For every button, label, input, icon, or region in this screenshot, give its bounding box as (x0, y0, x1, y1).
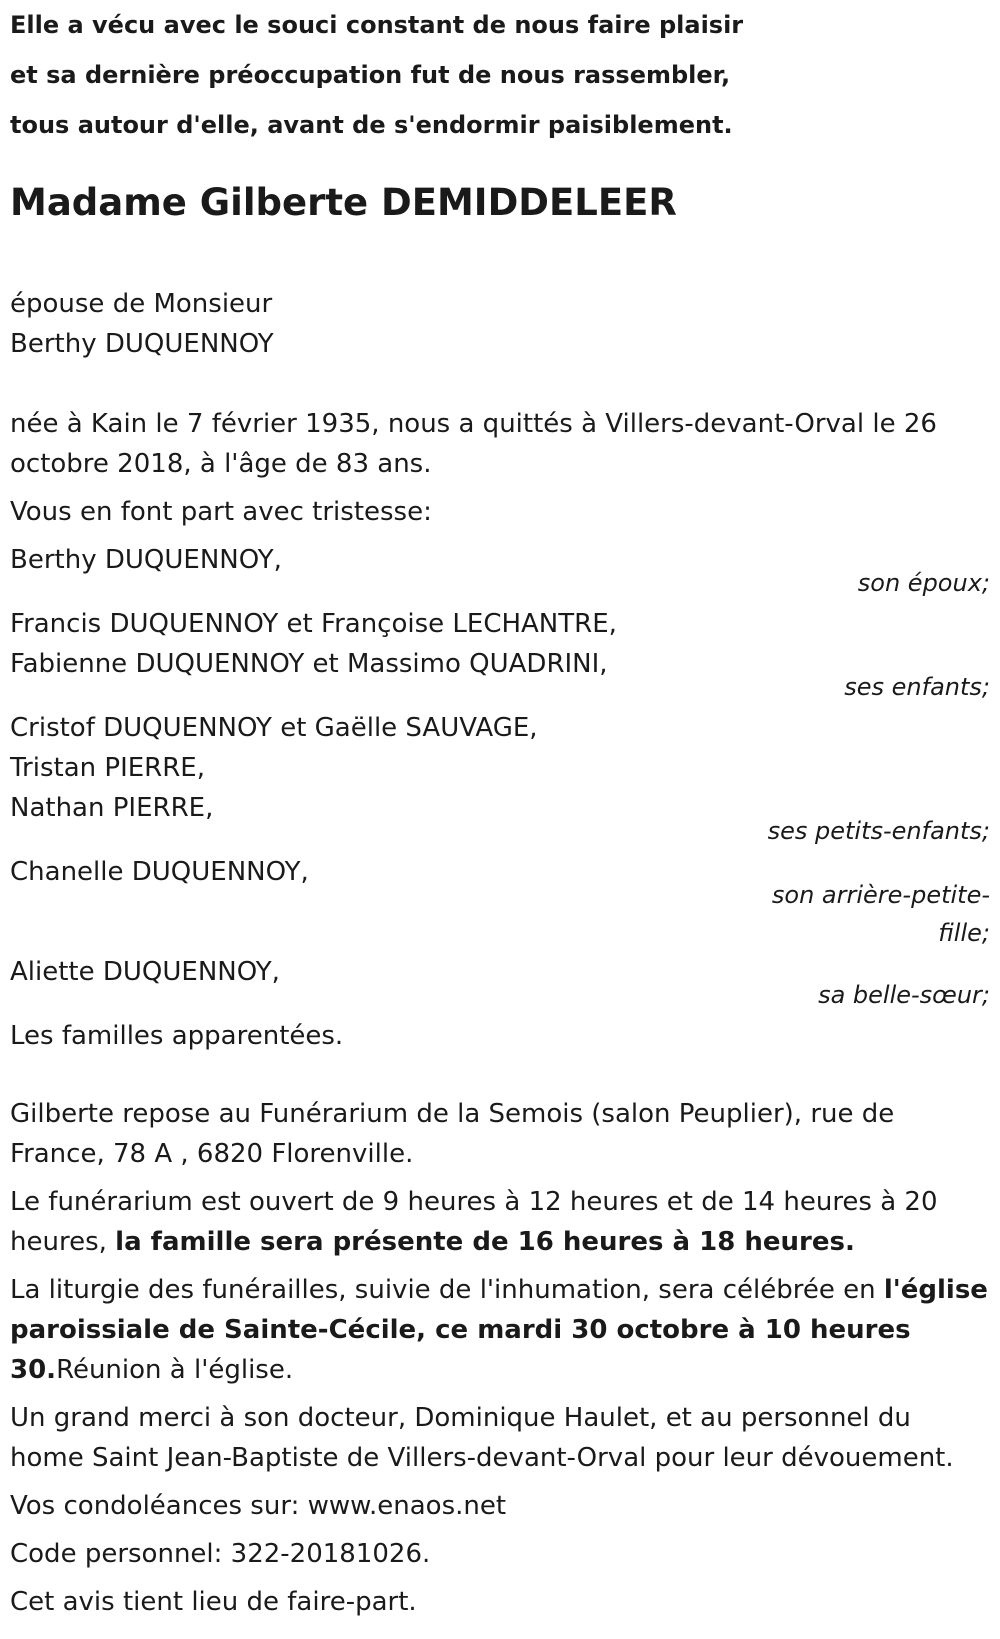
intro-line: Elle a vécu avec le souci constant de nous faire plaisir (10, 11, 744, 39)
liturgy-info (10, 1270, 990, 1390)
family-relation: son époux; (857, 569, 990, 597)
announcement: Vous en font part avec tristesse: (10, 497, 432, 527)
family-group-great-grandchild (10, 852, 990, 952)
spouse-name: Berthy DUQUENNOY (10, 329, 274, 359)
family-presence: la famille sera présente de 16 heures à 18 heures. (115, 1227, 855, 1257)
personal-code: Code personnel: 322-20181026. (10, 1539, 431, 1569)
intro-line: et sa dernière préoccupation fut de nous rassembler, (10, 61, 731, 89)
birth-death-info: née à Kain le 7 février 1935, nous a quittés à Villers-devant-Orval le 26 octobre 2018, à l'âge de 83 ans. (10, 409, 937, 479)
family-name: Nathan PIERRE, (10, 793, 214, 823)
related-families: Les familles apparentées. (10, 1021, 344, 1051)
resting-place: Gilberte repose au Funérarium de la Semois (salon Peuplier), rue de France, 78 A , 6820 Florenville. (10, 1099, 895, 1169)
liturgy-meeting: Réunion à l'église. (56, 1355, 294, 1385)
family-name: Chanelle DUQUENNOY, (10, 857, 309, 887)
deceased-name: Madame Gilberte DEMIDDELEER (10, 181, 677, 224)
condolences-info: Vos condoléances sur: www.enaos.net (10, 1491, 507, 1521)
family-relation: sa belle-sœur; (818, 981, 990, 1009)
spouse-line: épouse de Monsieur (10, 289, 273, 319)
notice-text: Cet avis tient lieu de faire-part. (10, 1587, 417, 1617)
family-name: Berthy DUQUENNOY, (10, 545, 282, 575)
family-relation: ses petits-enfants; (767, 817, 990, 845)
funerarium-hours (10, 1182, 990, 1262)
family-name: Francis DUQUENNOY et Françoise LECHANTRE, (10, 609, 617, 639)
thanks-message: Un grand merci à son docteur, Dominique Haulet, et au personnel du home Saint Jean-Baptiste de Villers-devant-Orval pour leur dévouement. (10, 1403, 954, 1473)
family-group-sister-in-law (10, 952, 990, 1014)
family-name: Tristan PIERRE, (10, 753, 205, 783)
liturgy-place-time: l'église paroissiale de Sainte-Cécile, ce mardi 30 octobre à 10 heures 30. (10, 1275, 988, 1385)
family-name: Aliette DUQUENNOY, (10, 957, 280, 987)
family-group-grandchildren (10, 708, 990, 850)
family-group-spouse (10, 540, 990, 602)
obituary-document (10, 0, 990, 1622)
spouse-block (10, 284, 990, 364)
family-group-children (10, 604, 990, 706)
family-name: Fabienne DUQUENNOY et Massimo QUADRINI, (10, 649, 608, 679)
hours-text: Le funérarium est ouvert de 9 heures à 12 heures et de 14 heures à 20 heures, (10, 1187, 938, 1257)
family-relation: ses enfants; (844, 673, 990, 701)
intro-line: tous autour d'elle, avant de s'endormir paisiblement. (10, 111, 733, 139)
intro-quote (10, 0, 990, 150)
liturgy-text: La liturgie des funérailles, suivie de l'inhumation, sera célébrée en (10, 1275, 884, 1305)
family-name: Cristof DUQUENNOY et Gaëlle SAUVAGE, (10, 713, 538, 743)
family-relation: son arrière-petite-fille; (771, 881, 990, 947)
